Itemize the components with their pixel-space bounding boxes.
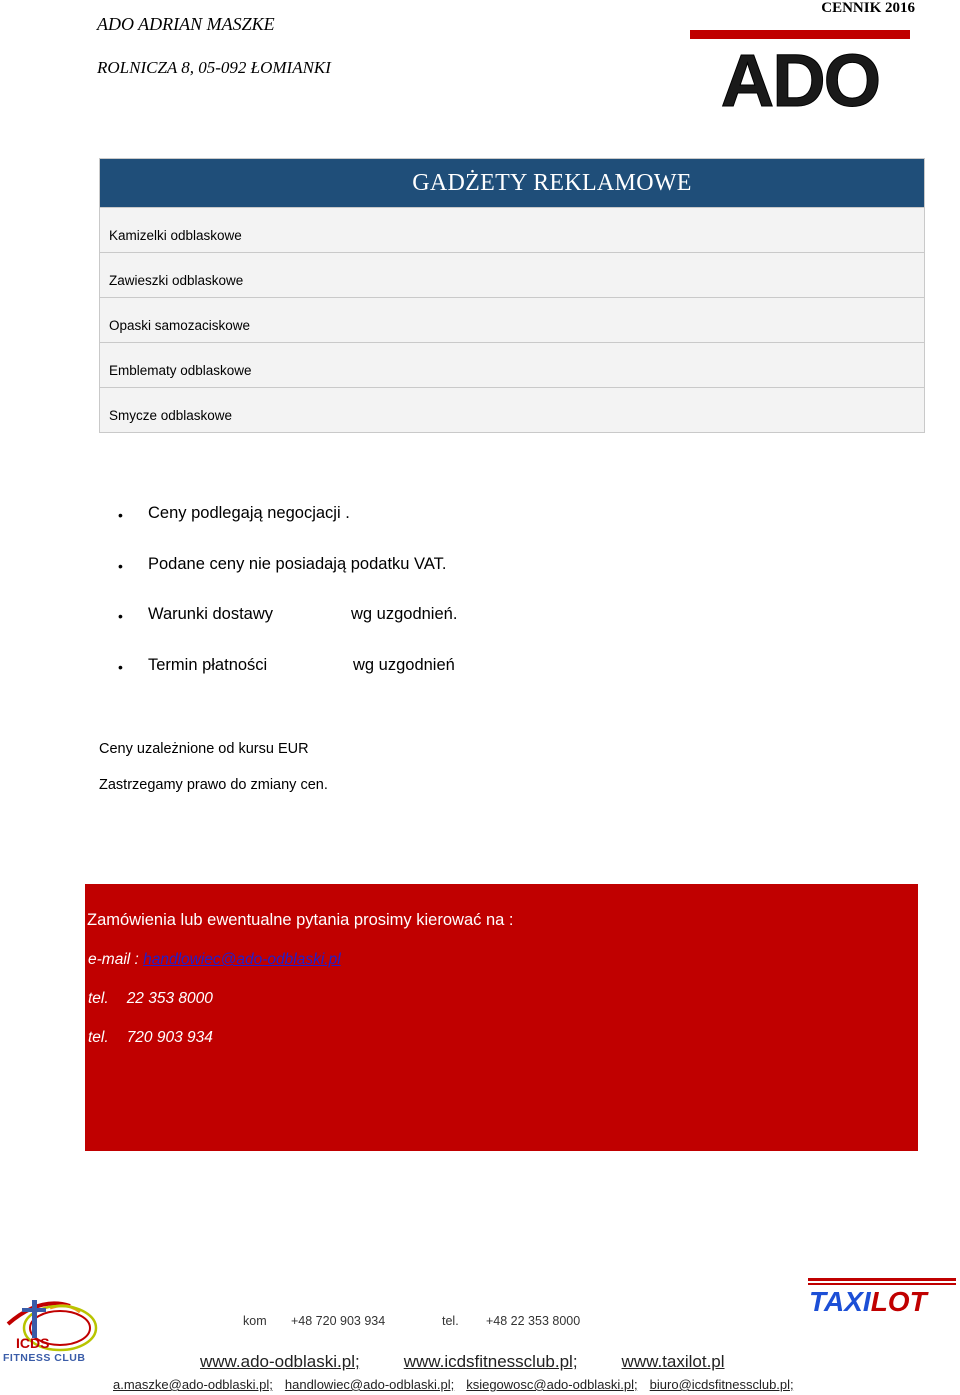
website-link[interactable]: www.ado-odblaski.pl; bbox=[200, 1352, 360, 1371]
icds-logo-text: ICDS bbox=[16, 1335, 50, 1351]
phone-number: 22 353 8000 bbox=[126, 990, 213, 1007]
company-address: ROLNICZA 8, 05-092 ŁOMIANKI bbox=[97, 58, 331, 77]
website-link[interactable]: www.icdsfitnessclub.pl; bbox=[403, 1352, 578, 1371]
phone-label: tel. bbox=[88, 1029, 109, 1046]
taxilot-logo-bar-bottom bbox=[808, 1283, 956, 1285]
bullet: • bbox=[118, 557, 123, 574]
icds-logo-crossbar bbox=[22, 1308, 46, 1312]
list-item bbox=[118, 555, 457, 606]
phone-number: 720 903 934 bbox=[126, 1029, 213, 1046]
table-row bbox=[100, 387, 924, 432]
table-row bbox=[100, 252, 924, 297]
bullet: • bbox=[118, 507, 123, 523]
note-text: Warunki dostawy bbox=[148, 605, 274, 623]
table-cell: Smycze odblaskowe bbox=[109, 407, 233, 423]
footer-phones bbox=[243, 1314, 580, 1328]
icds-fitness-logo bbox=[0, 1290, 105, 1365]
taxilot-logo-text bbox=[809, 1286, 930, 1314]
company-name: ADO ADRIAN MASZKE bbox=[97, 14, 275, 34]
table-cell: Kamizelki odblaskowe bbox=[109, 227, 242, 243]
icds-logo-subtext: FITNESS CLUB bbox=[3, 1352, 86, 1364]
website-link[interactable]: www.taxilot.pl bbox=[621, 1352, 725, 1371]
taxilot-logo-text-taxi: TAXI bbox=[809, 1286, 871, 1314]
table-row bbox=[100, 342, 924, 387]
taxilot-logo-text-lot: LOT bbox=[870, 1286, 927, 1314]
bullet: • bbox=[118, 608, 123, 624]
bullet: • bbox=[118, 658, 123, 675]
taxilot-logo bbox=[808, 1278, 956, 1314]
note-text: Termin płatności bbox=[148, 655, 268, 674]
contact-intro: Zamówienia lub ewentualne pytania prosimy kierować na : bbox=[87, 911, 514, 929]
phone-row bbox=[88, 1029, 213, 1047]
phone-row bbox=[88, 990, 213, 1008]
tel-label: tel. bbox=[442, 1314, 459, 1328]
price-change-note: Zastrzegamy prawo do zmiany cen. bbox=[99, 777, 328, 793]
taxilot-logo-bar-top bbox=[808, 1278, 956, 1281]
tel-number: +48 22 353 8000 bbox=[486, 1314, 581, 1328]
footer-websites bbox=[200, 1352, 725, 1372]
email-link[interactable]: a.maszke@ado-odblaski.pl; bbox=[113, 1377, 273, 1392]
ado-logo bbox=[688, 30, 913, 110]
email-link[interactable]: ksiegowosc@ado-odblaski.pl; bbox=[466, 1377, 638, 1392]
ado-logo-text: ADO bbox=[720, 39, 880, 110]
table-row bbox=[100, 207, 924, 252]
list-item bbox=[118, 605, 457, 656]
email-row bbox=[88, 951, 341, 969]
currency-note: Ceny uzależnione od kursu EUR bbox=[99, 741, 309, 757]
list-item bbox=[118, 656, 457, 707]
email-link[interactable]: handlowiec@ado-odblaski.pl bbox=[143, 951, 341, 968]
phone-label: tel. bbox=[88, 990, 109, 1007]
note-value: wg uzgodnień. bbox=[351, 605, 458, 623]
footer-emails bbox=[113, 1377, 794, 1392]
price-list-label: CENNIK 2016 bbox=[821, 0, 915, 16]
note-text: Podane ceny nie posiadają podatku VAT. bbox=[148, 554, 447, 573]
table-cell: Opaski samozaciskowe bbox=[109, 317, 251, 333]
ado-logo-bar bbox=[690, 30, 910, 39]
table-row bbox=[100, 297, 924, 342]
icds-logo-bar bbox=[32, 1300, 37, 1338]
email-label: e-mail : bbox=[88, 951, 144, 968]
note-text: Ceny podlegają negocjacji . bbox=[148, 504, 350, 522]
email-link[interactable]: handlowiec@ado-odblaski.pl; bbox=[284, 1377, 455, 1392]
note-value: wg uzgodnień bbox=[353, 655, 455, 674]
product-table bbox=[99, 158, 925, 433]
notes-list bbox=[118, 504, 457, 706]
contact-box bbox=[85, 884, 918, 1151]
kom-label: kom bbox=[243, 1314, 267, 1328]
list-item bbox=[118, 504, 457, 555]
table-cell: Emblematy odblaskowe bbox=[109, 362, 252, 378]
table-title: GADŻETY REKLAMOWE bbox=[100, 159, 924, 207]
email-link[interactable]: biuro@icdsfitnessclub.pl; bbox=[649, 1377, 794, 1392]
table-cell: Zawieszki odblaskowe bbox=[109, 272, 244, 288]
kom-number: +48 720 903 934 bbox=[291, 1314, 386, 1328]
